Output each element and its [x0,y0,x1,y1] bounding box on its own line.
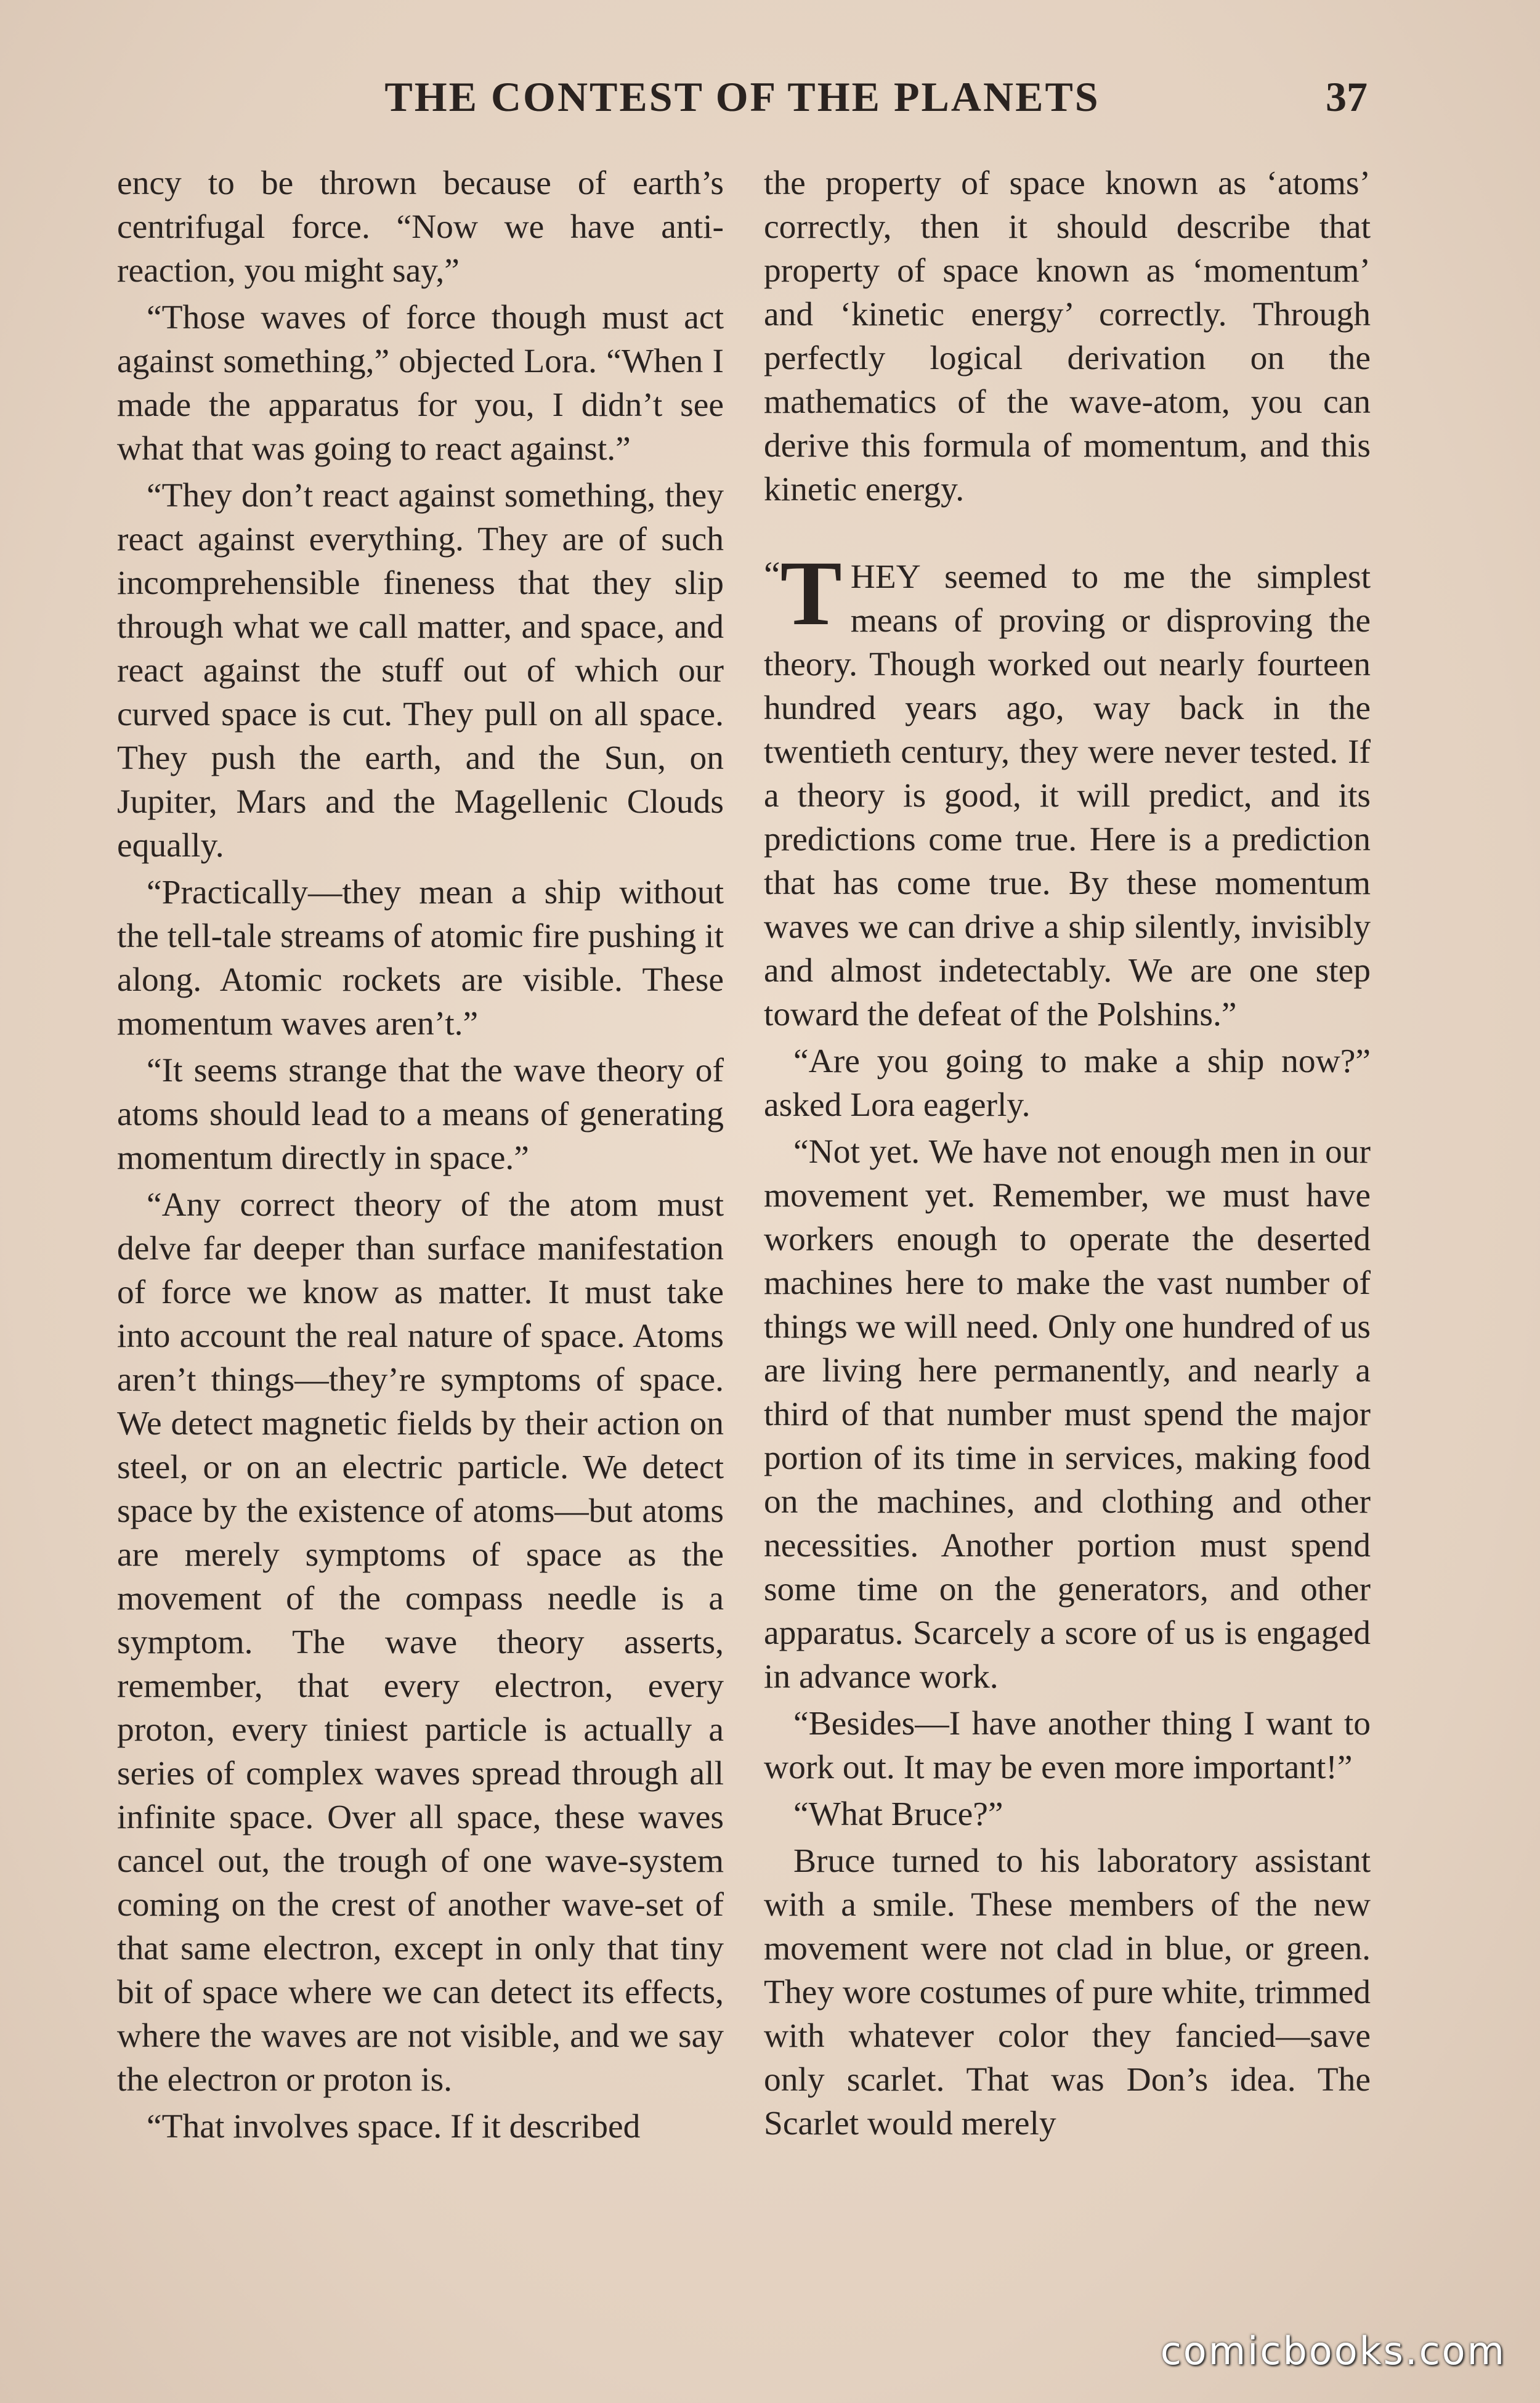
dropcap-paragraph [764,542,1371,1036]
site-watermark: comicbooks.com [1160,2328,1506,2373]
dropcap [764,542,842,644]
paragraph: “That involves space. If it described [147,2108,641,2145]
paragraph: “It seems strange that the wave theory of atoms should lead to a means of generating momentum directly in space.” [117,1052,724,1177]
paragraph: the property of space known as ‘atoms’ correctly, then it should describe that property of space known as ‘momentum’ and ‘kinetic energy’ correctly. Through perfectly logical derivation on the mathematics of the wave-atom, you can derive this formula of momentum, and this kinetic energy. [764,165,1371,508]
dropcap-quote: “ [764,555,780,595]
paragraph: “Besides—I have another thing I want to work out. It may be even more important!” [764,1705,1371,1786]
paragraph: “Not yet. We have not enough men in our movement yet. Remember, we must have workers enough to operate the deserted machines here to make the vast number of things we will need. Only one hundred of us are living here permanently, and nearly a third of that number must spend the major portion of its time in services, making food on the machines, and clothing and other necessities. Another portion must spend some time on the generators, and other apparatus. Scarcely a score of us is engaged in advance work. [764,1133,1371,1696]
paragraph: ency to be thrown because of earth’s centrifugal force. “Now we have anti-reaction, you might say,” [117,165,724,290]
page-number: 37 [1326,73,1368,120]
paragraph: “Practically—they mean a ship without the tell-tale streams of atomic fire pushing it along. Atomic rockets are visible. These momentum waves aren’t.” [117,874,724,1043]
running-title: THE CONTEST OF THE PLANETS [384,73,1100,120]
paragraph: “Any correct theory of the atom must delve far deeper than surface manifestation of force we know as matter. It must take into account the real nature of space. Atoms aren’t things—they’re symptoms of space. We detect magnetic fields by their action on steel, or on an electric particle. We detect space by the existence of atoms—but atoms are merely symptoms of space as the movement of the compass needle is a symptom. The wave theory asserts, remember, that every electron, every proton, every tiniest particle is actually a series of complex waves spread through all infinite space. Over all space, these waves cancel out, the trough of one wave-system coming on the crest of another wave-set of that same electron, except in only that tiny bit of space where we can detect its effects, where the waves are not visible, and we say the electron or proton is. [117,1186,724,2099]
paragraph: Bruce turned to his laboratory assistant with a smile. These members of the new movement were not clad in blue, or green. They wore costumes of pure white, trimmed with whatever color they fancied—save only scarlet. That was Don’s idea. The Scarlet would merely [764,1842,1371,2142]
paragraph: “What Bruce?” [793,1795,1003,1833]
paragraph: “They don’t react against something, they react against everything. They are of such incomprehensible fineness that they slip through what we call matter, and space, and react against the stuff out of which our curved space is cut. They pull on all space. They push the earth, and the Sun, on Jupiter, Mars and the Magellenic Clouds equally. [117,477,724,864]
right-column [764,161,1371,2149]
dropcap-text: HEY seemed to me the simplest means of proving or disproving the theory. Though worked out nearly fourteen hundred years ago, way back in the twentieth century, they were never tested. If a theory is good, it will predict, and its predictions come true. Here is a prediction that has come true. By these momentum waves we can drive a ship silently, invisibly and almost indetectably. We are one step toward the defeat of the Polshins.” [764,558,1371,1033]
dropcap-letter: T [780,542,842,644]
section-break [764,514,1371,555]
page-header [117,73,1368,128]
paragraph: “Are you going to make a ship now?” asked Lora eagerly. [764,1043,1371,1124]
left-column [117,161,724,2152]
paragraph: “Those waves of force though must act against something,” objected Lora. “When I made the apparatus for you, I didn’t see what that was going to react against.” [117,299,724,468]
